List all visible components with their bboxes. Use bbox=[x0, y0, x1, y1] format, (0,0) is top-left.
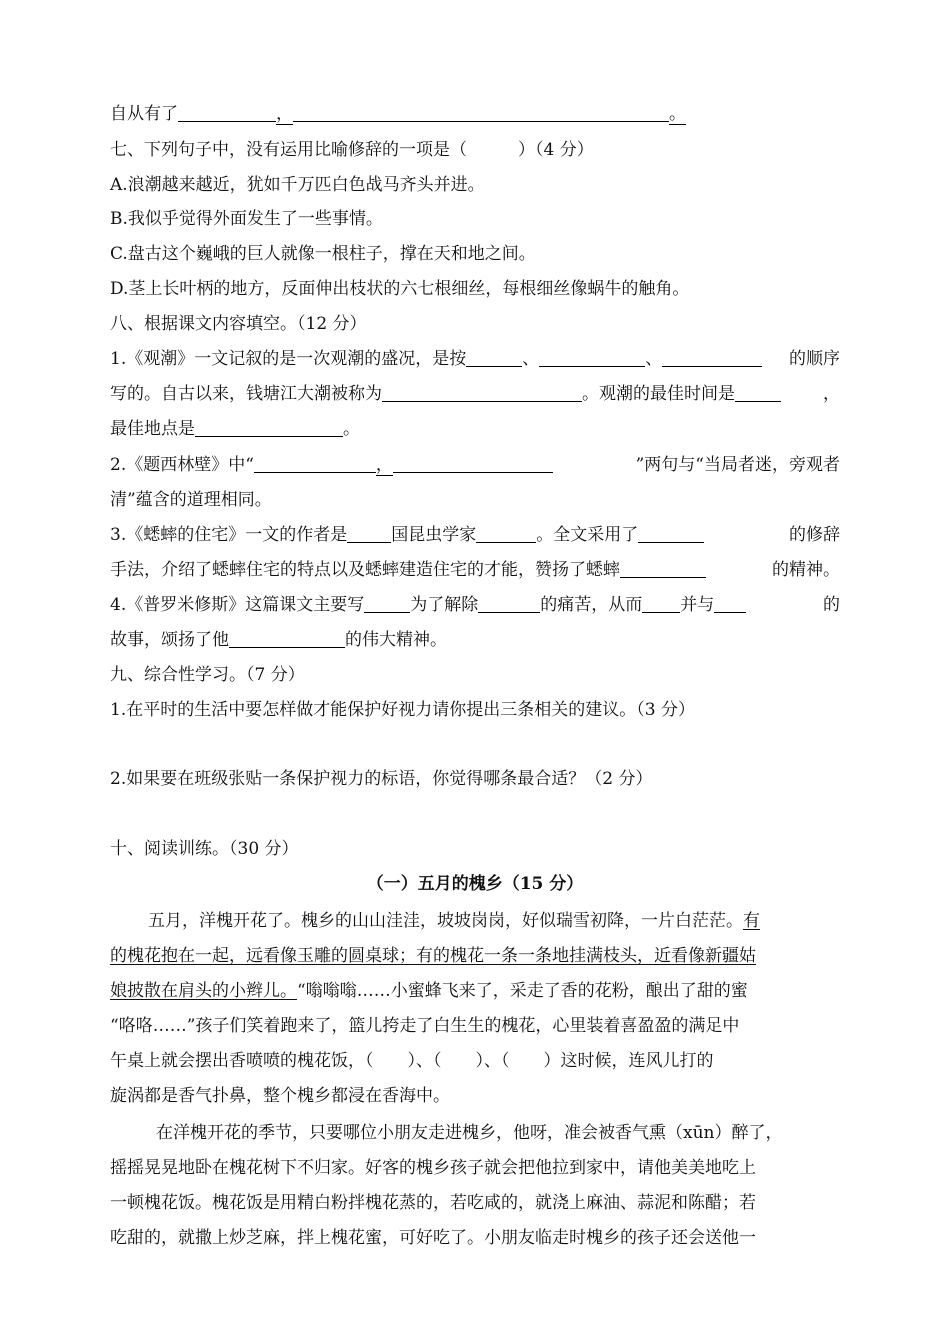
q6-comma: ， bbox=[276, 104, 293, 124]
q8-item1-line2 bbox=[110, 381, 840, 407]
q8-item1-line3 bbox=[110, 416, 840, 442]
q8-item4-line2 bbox=[110, 627, 840, 653]
q8-3-blank-1[interactable] bbox=[347, 524, 391, 543]
q8-3-blank-2[interactable] bbox=[476, 524, 536, 543]
q8-1-blank-3[interactable] bbox=[662, 348, 762, 367]
q8-3-text-e: 手法，介绍了蟋蟀住宅的特点以及蟋蟀建造住宅的才能，赞扬了蟋蟀 bbox=[110, 560, 620, 580]
q8-item4-line1 bbox=[110, 592, 840, 618]
q8-1-text-b: 的顺序 bbox=[789, 349, 840, 369]
q6-end: 。 bbox=[669, 104, 686, 124]
q7-heading: 七、下列句子中，没有运用比喻修辞的一项是（ ）（4 分） bbox=[110, 140, 594, 160]
q8-1-blank-2[interactable] bbox=[539, 348, 645, 367]
passage-p1-line5: 午桌上就会摆出香喷喷的槐花饭，（ ）、（ ）、（ ）这时候，连风儿打的 bbox=[110, 1051, 714, 1071]
q8-3-text-b: 国昆虫学家 bbox=[391, 525, 477, 545]
q8-4-blank-4[interactable] bbox=[714, 594, 746, 613]
q8-1-text-f: 最佳地点是 bbox=[110, 419, 195, 439]
q8-3-blank-4[interactable] bbox=[620, 559, 706, 578]
passage-p1-line1 bbox=[148, 908, 840, 934]
q8-1-text-g: 。 bbox=[343, 419, 360, 439]
q8-1-blank-6[interactable] bbox=[195, 418, 343, 437]
q8-item1-line1 bbox=[110, 346, 840, 372]
q8-4-text-f: 故事，颂扬了他 bbox=[110, 630, 229, 650]
q8-2-blank-2[interactable] bbox=[393, 454, 553, 473]
q8-item3-line1 bbox=[110, 522, 840, 548]
q7-option-b: B.我似乎觉得外面发生了一些事情。 bbox=[110, 209, 383, 229]
q8-3-text-d: 的修辞 bbox=[789, 525, 840, 545]
q10-heading: 十、阅读训练。（30 分） bbox=[110, 839, 299, 859]
q8-item2-line2: 清”蕴含的道理相同。 bbox=[110, 490, 272, 510]
q9-item2: 2.如果要在班级张贴一条保护视力的标语，你觉得哪条最合适？（2 分） bbox=[110, 769, 653, 789]
q8-4-blank-2[interactable] bbox=[478, 594, 540, 613]
q8-4-text-c: 的痛苦，从而 bbox=[540, 595, 643, 615]
q6-blank-1[interactable] bbox=[178, 103, 276, 122]
p1-l3-text: “嗡嗡嗡……小蜜蜂飞来了，采走了香的花粉，酿出了甜的蜜 bbox=[297, 981, 748, 1001]
q7-option-d: D.茎上长叶柄的地方，反面伸出枝状的六七根细丝，每根细丝像蜗牛的触角。 bbox=[110, 279, 690, 299]
q8-3-text-f: 的精神。 bbox=[772, 560, 840, 580]
q7-option-c: C.盘古这个巍峨的巨人就像一根柱子，撑在天和地之间。 bbox=[110, 244, 536, 264]
q8-4-text-e: 的 bbox=[823, 595, 840, 615]
passage-p2-line4: 吃甜的，就撒上炒芝麻，拌上槐花蜜，可好吃了。小朋友临走时槐乡的孩子还会送他一 bbox=[110, 1228, 756, 1248]
q7-option-a: A.浪潮越来越近，犹如千万匹白色战马齐头并进。 bbox=[110, 175, 485, 195]
q8-4-text-g: 的伟大精神。 bbox=[345, 630, 447, 650]
q8-3-text-c: 。全文采用了 bbox=[536, 525, 639, 545]
q8-2-blank-1[interactable] bbox=[254, 454, 376, 473]
passage-p2-line2: 摇摇晃晃地卧在槐花树下不归家。好客的槐乡孩子就会把他拉到家中，请他美美地吃上 bbox=[110, 1158, 756, 1178]
q8-2-comma: ， bbox=[375, 455, 393, 475]
passage-p2-line3: 一顿槐花饭。槐花饭是用精白粉拌槐花蒸的，若吃咸的，就浇上麻油、蒜泥和陈醋；若 bbox=[110, 1193, 756, 1213]
q9-heading: 九、综合性学习。（7 分） bbox=[110, 665, 305, 685]
q8-1-text-c: 写的。自古以来，钱塘江大潮被称为 bbox=[110, 384, 382, 404]
passage-title: （一）五月的槐乡（15 分） bbox=[366, 874, 584, 894]
passage-p1-line4: “咯咯……”孩子们笑着跑来了，篮儿挎走了白生生的槐花，心里装着喜盈盈的满足中 bbox=[110, 1016, 740, 1036]
q8-heading: 八、根据课文内容填空。（12 分） bbox=[110, 314, 367, 334]
q8-4-text-a: 4.《普罗米修斯》这篇课文主要写 bbox=[110, 595, 365, 615]
q8-item3-line2 bbox=[110, 557, 840, 583]
q8-1-text-e: ， bbox=[823, 384, 840, 404]
q6-blank-2[interactable] bbox=[293, 103, 669, 122]
q8-4-text-b: 为了解除 bbox=[410, 595, 479, 615]
q8-2-text-b: ”两句与“当局者迷，旁观者 bbox=[635, 455, 840, 475]
passage-p1-line2: 的槐花抱在一起，远看像玉雕的圆桌球；有的槐花一条一条地挂满枝头，近看像新疆姑 bbox=[110, 946, 756, 966]
passage-p1-line6: 旋涡都是香气扑鼻，整个槐乡都浸在香海中。 bbox=[110, 1086, 450, 1106]
q8-4-text-d: 并与 bbox=[680, 595, 715, 615]
q8-2-text-a: 2.《题西林壁》中“ bbox=[110, 455, 254, 475]
q8-3-blank-3[interactable] bbox=[638, 524, 704, 543]
q8-4-blank-3[interactable] bbox=[642, 594, 680, 613]
q6-prefix: 自从有了 bbox=[110, 104, 178, 124]
q8-1-text-d: 。观潮的最佳时间是 bbox=[582, 384, 735, 404]
q8-item2-line1 bbox=[110, 452, 840, 478]
q8-4-blank-1[interactable] bbox=[364, 594, 410, 613]
q8-1-blank-5[interactable] bbox=[735, 383, 781, 402]
q8-1-sep1: 、 bbox=[522, 349, 540, 369]
q8-1-blank-1[interactable] bbox=[466, 348, 522, 367]
q8-4-blank-5[interactable] bbox=[229, 629, 345, 648]
q9-item1: 1.在平时的生活中要怎样做才能保护好视力请你提出三条相关的建议。（3 分） bbox=[110, 700, 695, 720]
p1-l1-text: 五月，洋槐开花了。槐乡的山山洼洼，坡坡岗岗，好似瑞雪初降，一片白茫茫。 bbox=[148, 911, 743, 931]
q8-1-text-a: 1.《观潮》一文记叙的是一次观潮的盛况，是按 bbox=[110, 349, 467, 369]
q8-1-blank-4[interactable] bbox=[382, 383, 582, 402]
passage-p2-line1: 在洋槐开花的季节，只要哪位小朋友走进槐乡，他呀，准会被香气熏（xūn）醉了， bbox=[156, 1123, 783, 1143]
q8-1-sep2: 、 bbox=[645, 349, 663, 369]
passage-p1-line3 bbox=[110, 978, 840, 1004]
q6-tail-line bbox=[110, 101, 840, 127]
p1-l3-underlined: 娘披散在肩头的小辫儿。 bbox=[110, 981, 297, 1001]
q8-3-text-a: 3.《蟋蟀的住宅》一文的作者是 bbox=[110, 525, 348, 545]
p1-l1-underlined: 有 bbox=[743, 911, 760, 931]
